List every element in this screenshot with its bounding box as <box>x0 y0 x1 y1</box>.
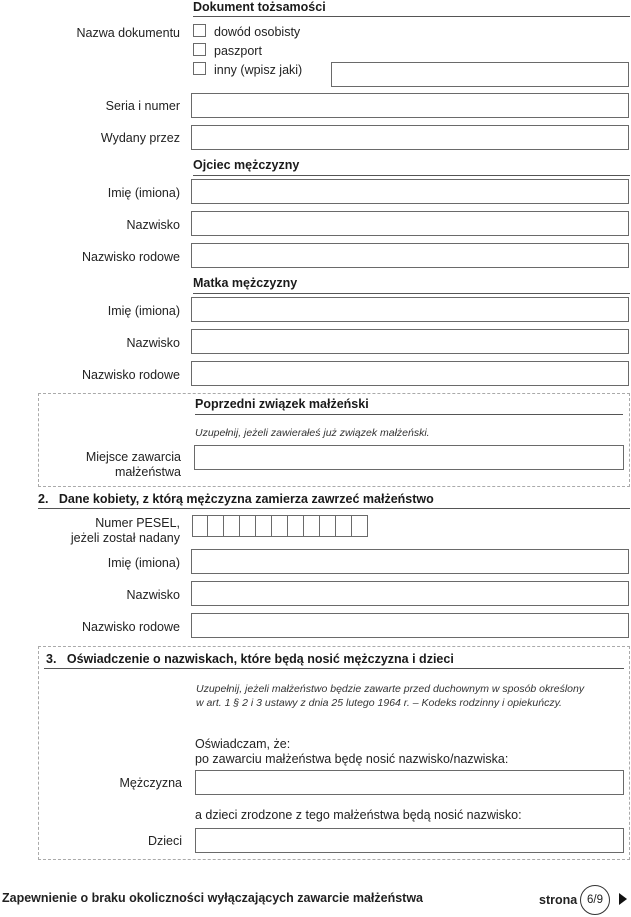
checkbox-id-card[interactable] <box>193 24 206 37</box>
marriage-place-label-line1: Miejsce zawarcia <box>85 450 181 464</box>
father-surname-label: Nazwisko <box>126 218 180 232</box>
section2-header: 2. Dane kobiety, z którą mężczyzna zamierza zawrzeć małżeństwo <box>38 492 434 506</box>
pesel-digit[interactable] <box>352 515 368 537</box>
marriage-place-label-line2: małżeństwa <box>115 465 181 479</box>
pesel-digit[interactable] <box>192 515 208 537</box>
woman-birth-surname-input[interactable] <box>191 613 629 638</box>
divider <box>193 293 630 294</box>
marriage-place-label <box>40 450 181 480</box>
pesel-label-line2: jeżeli został nadany <box>70 531 180 545</box>
mother-surname-input[interactable] <box>191 329 629 354</box>
issued-by-input[interactable] <box>191 125 629 150</box>
series-number-input[interactable] <box>191 93 629 118</box>
pesel-digit[interactable] <box>208 515 224 537</box>
pesel-label-line1: Numer PESEL, <box>95 516 180 530</box>
mother-birth-surname-input[interactable] <box>191 361 629 386</box>
father-header: Ojciec mężczyzny <box>193 158 300 172</box>
identity-header: Dokument tożsamości <box>193 0 326 14</box>
mother-surname-label: Nazwisko <box>126 336 180 350</box>
pesel-digit[interactable] <box>224 515 240 537</box>
woman-first-name-input[interactable] <box>191 549 629 574</box>
section3-note-line1: Uzupełnij, jeżeli małżeństwo będzie zawarte przed duchownym w sposób określony <box>196 683 585 695</box>
mother-first-name-label: Imię (imiona) <box>107 304 180 318</box>
divider <box>193 16 630 17</box>
father-birth-surname-label: Nazwisko rodowe <box>82 250 180 264</box>
pesel-digit[interactable] <box>288 515 304 537</box>
pesel-digit[interactable] <box>272 515 288 537</box>
checkbox-passport-label: paszport <box>214 44 262 58</box>
mother-first-name-input[interactable] <box>191 297 629 322</box>
declaration-line1: Oświadczam, że: <box>195 737 291 751</box>
pesel-digit[interactable] <box>256 515 272 537</box>
father-first-name-input[interactable] <box>191 179 629 204</box>
mother-header: Matka mężczyzny <box>193 276 298 290</box>
father-birth-surname-input[interactable] <box>191 243 629 268</box>
woman-first-name-label: Imię (imiona) <box>107 556 180 570</box>
section3-header: 3. Oświadczenie o nazwiskach, które będą nosić mężczyzna i dzieci <box>46 652 454 666</box>
checkbox-other[interactable] <box>193 62 206 75</box>
page-number: 6/9 <box>580 885 610 915</box>
previous-marriage-note: Uzupełnij, jeżeli zawierałeś już związek małżeński. <box>195 427 430 439</box>
woman-surname-label: Nazwisko <box>126 588 180 602</box>
pesel-label <box>40 516 180 546</box>
father-surname-input[interactable] <box>191 211 629 236</box>
divider <box>195 414 623 415</box>
footer-title: Zapewnienie o braku okoliczności wyłączających zawarcie małżeństwa <box>2 891 424 905</box>
section3-note-line2: w art. 1 § 2 i 3 ustawy z dnia 25 lutego 1964 r. – Kodeks rodzinny i opiekuńczy. <box>196 697 562 709</box>
children-text: a dzieci zrodzone z tego małżeństwa będą nosić nazwisko: <box>195 808 522 822</box>
divider <box>38 508 630 509</box>
pesel-digit[interactable] <box>336 515 352 537</box>
pesel-digit[interactable] <box>320 515 336 537</box>
pesel-digit[interactable] <box>240 515 256 537</box>
children-surname-label: Dzieci <box>147 834 182 848</box>
declaration-line2: po zawarciu małżeństwa będę nosić nazwisko/nazwiska: <box>195 752 509 766</box>
marriage-place-input[interactable] <box>194 445 624 470</box>
man-surname-after-marriage-input[interactable] <box>195 770 624 795</box>
checkbox-passport[interactable] <box>193 43 206 56</box>
series-label: Seria i numer <box>105 99 180 113</box>
children-surname-input[interactable] <box>195 828 624 853</box>
issued-by-label: Wydany przez <box>100 131 180 145</box>
father-first-name-label: Imię (imiona) <box>107 186 180 200</box>
previous-marriage-header: Poprzedni związek małżeński <box>195 397 369 411</box>
pesel-input[interactable] <box>192 515 368 537</box>
other-document-input[interactable] <box>331 62 629 87</box>
man-surname-label: Mężczyzna <box>119 776 182 790</box>
woman-surname-input[interactable] <box>191 581 629 606</box>
pesel-digit[interactable] <box>304 515 320 537</box>
divider <box>44 668 624 669</box>
next-page-icon[interactable] <box>619 893 627 905</box>
checkbox-other-label: inny (wpisz jaki) <box>214 63 303 77</box>
doc-name-label: Nazwa dokumentu <box>76 26 180 40</box>
page-word: strona <box>539 893 578 907</box>
divider <box>193 175 630 176</box>
mother-birth-surname-label: Nazwisko rodowe <box>82 368 180 382</box>
checkbox-id-card-label: dowód osobisty <box>214 25 301 39</box>
woman-birth-surname-label: Nazwisko rodowe <box>82 620 180 634</box>
